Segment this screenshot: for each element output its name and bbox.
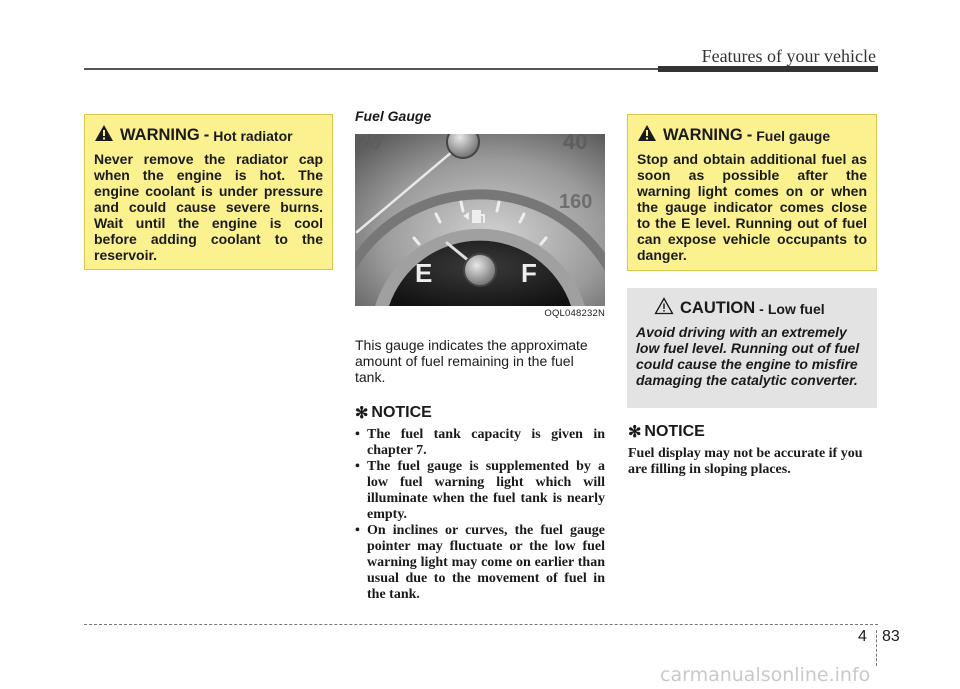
list-item: • The fuel tank capacity is given in chapter 7.	[355, 427, 605, 458]
header-rule-accent	[658, 66, 878, 72]
notice-body: Fuel display may not be accurate if you are filling in sloping places.	[628, 446, 863, 477]
caution-body: Avoid driving with an extremely low fuel level. Running out of fuel could cause the engine to misfire damaging the catalytic converter.	[636, 324, 860, 388]
chapter-number: 4	[858, 628, 867, 645]
page-header-title: Features of your vehicle	[701, 46, 876, 66]
gauge-top-left-label: 20	[357, 134, 382, 154]
caution-dash: -	[759, 300, 764, 317]
gauge-empty-label: E	[415, 258, 433, 288]
warning-dash: -	[203, 126, 210, 144]
notice-sloping-section	[628, 422, 878, 478]
notice-heading	[628, 422, 878, 442]
list-item: • The fuel gauge is supplemented by a low fuel warning light which will illuminate when the fuel tank is nearly empty.	[355, 459, 605, 522]
warning-body: Stop and obtain additional fuel as soon as possible after the warning light comes on or when the gauge indicator comes close to the E level. Running out of fuel can expose vehicle occupants to danger.	[637, 151, 867, 263]
notice-list	[355, 427, 605, 603]
footer-rule	[84, 624, 878, 625]
caution-heading	[636, 297, 868, 320]
fuel-gauge-description: This gauge indicates the approximate amount of fuel remaining in the fuel tank.	[355, 337, 588, 385]
warning-box-fuel-gauge	[627, 114, 877, 271]
notice-star-icon: ✻	[628, 424, 642, 441]
warning-subtitle: Hot radiator	[213, 127, 293, 144]
warning-subtitle: Fuel gauge	[756, 127, 831, 144]
fuel-gauge-section	[355, 108, 605, 603]
watermark: carmanualsonline.info	[660, 664, 871, 686]
footer-divider	[876, 630, 877, 666]
warning-box-hot-radiator	[84, 114, 333, 270]
gauge-right-label: 160	[559, 191, 593, 213]
warning-label: WARNING	[663, 126, 743, 144]
notice-star-icon: ✻	[355, 405, 369, 422]
list-item: • On inclines or curves, the fuel gauge pointer may fluctuate or the low fuel warning light may come on earlier than usual due to the movement of fuel in the tank.	[355, 523, 605, 602]
notice-heading	[355, 403, 605, 423]
warning-heading	[94, 124, 323, 147]
gauge-top-right-label: 40	[563, 134, 588, 154]
notice-title: NOTICE	[644, 423, 705, 440]
caution-label: CAUTION	[680, 299, 756, 317]
caution-box-low-fuel	[627, 288, 877, 408]
warning-dash: -	[746, 126, 753, 144]
gauge-full-label: F	[521, 258, 537, 288]
warning-label: WARNING	[120, 126, 200, 144]
page-number: 83	[882, 628, 900, 645]
warning-heading	[637, 124, 867, 147]
warning-triangle-icon	[94, 124, 114, 147]
caution-triangle-icon	[654, 297, 674, 320]
caution-subtitle: Low fuel	[767, 300, 825, 317]
warning-triangle-icon	[637, 124, 657, 147]
warning-body: Never remove the radiator cap when the engine is hot. The engine coolant is under pressure and could cause severe burns. Wait until the engine is cool before adding coolant to the reservoir.	[94, 151, 323, 263]
notice-title: NOTICE	[371, 404, 432, 421]
fuel-gauge-image	[355, 134, 605, 306]
section-title: Fuel Gauge	[355, 108, 432, 124]
image-code: OQL048232N	[544, 308, 605, 319]
